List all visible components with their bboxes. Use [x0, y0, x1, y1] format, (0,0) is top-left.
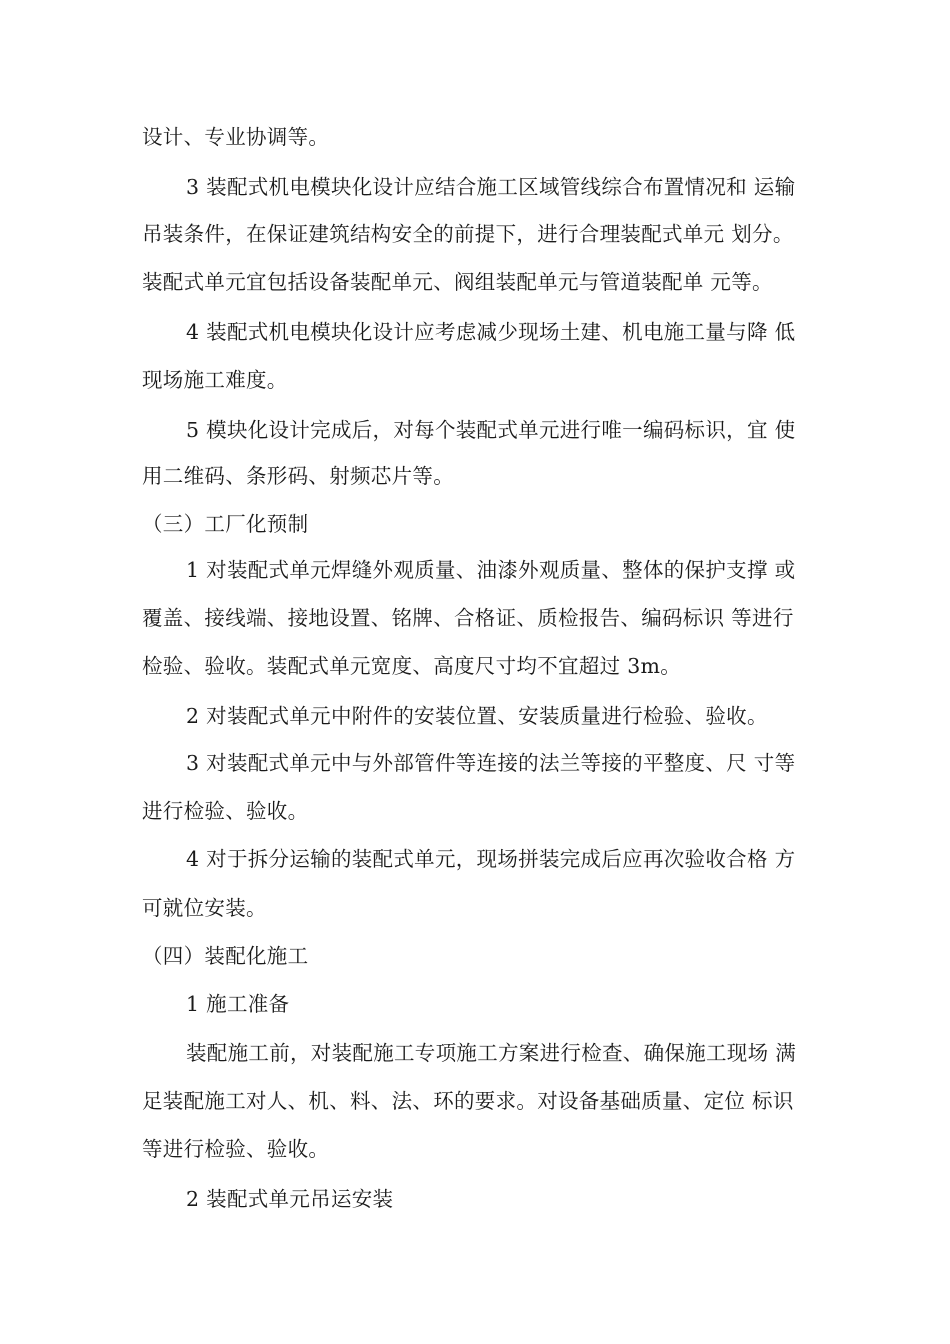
text-line-20: 装配施工前，对装配施工专项施工方案进行检查、确保施工现场 满: [186, 1041, 797, 1065]
section-heading-3: （三）工厂化预制: [142, 512, 309, 536]
text-line-10: 1 对装配式单元焊缝外观质量、油漆外观质量、整体的保护支撑 或: [186, 558, 796, 582]
text-line-2: 3 装配式机电模块化设计应结合施工区域管线综合布置情况和 运输: [186, 175, 796, 199]
section-heading-4: （四）装配化施工: [142, 944, 309, 968]
text-line-22: 等进行检验、验收。: [142, 1137, 330, 1161]
text-line-16: 4 对于拆分运输的装配式单元，现场拼装完成后应再次验收合格 方: [186, 847, 796, 871]
text-line-11: 覆盖、接线端、接地设置、铭牌、合格证、质检报告、编码标识 等进行: [142, 606, 794, 630]
text-line-17: 可就位安装。: [142, 896, 267, 920]
text-line-6: 现场施工难度。: [142, 368, 288, 392]
text-line-21: 足装配施工对人、机、料、法、环的要求。对设备基础质量、定位 标识: [142, 1089, 794, 1113]
text-line-5: 4 装配式机电模块化设计应考虑减少现场土建、机电施工量与降 低: [186, 320, 796, 344]
text-line-7: 5 模块化设计完成后，对每个装配式单元进行唯一编码标识，宜 使: [186, 418, 796, 442]
subheading-hoisting-installation: 2 装配式单元吊运安装: [186, 1187, 394, 1211]
text-line-12: 检验、验收。装配式单元宽度、高度尺寸均不宜超过 3m。: [142, 654, 682, 678]
text-line-1: 设计、专业协调等。: [142, 125, 330, 149]
text-line-4: 装配式单元宜包括设备装配单元、阀组装配单元与管道装配单 元等。: [142, 270, 773, 294]
text-line-13: 2 对装配式单元中附件的安装位置、安装质量进行检验、验收。: [186, 704, 768, 728]
text-line-15: 进行检验、验收。: [142, 799, 309, 823]
text-line-14: 3 对装配式单元中与外部管件等连接的法兰等接的平整度、尺 寸等: [186, 751, 796, 775]
subheading-construction-prep: 1 施工准备: [186, 992, 290, 1016]
text-line-8: 用二维码、条形码、射频芯片等。: [142, 464, 454, 488]
text-line-3: 吊装条件，在保证建筑结构安全的前提下，进行合理装配式单元 划分。: [142, 222, 794, 246]
